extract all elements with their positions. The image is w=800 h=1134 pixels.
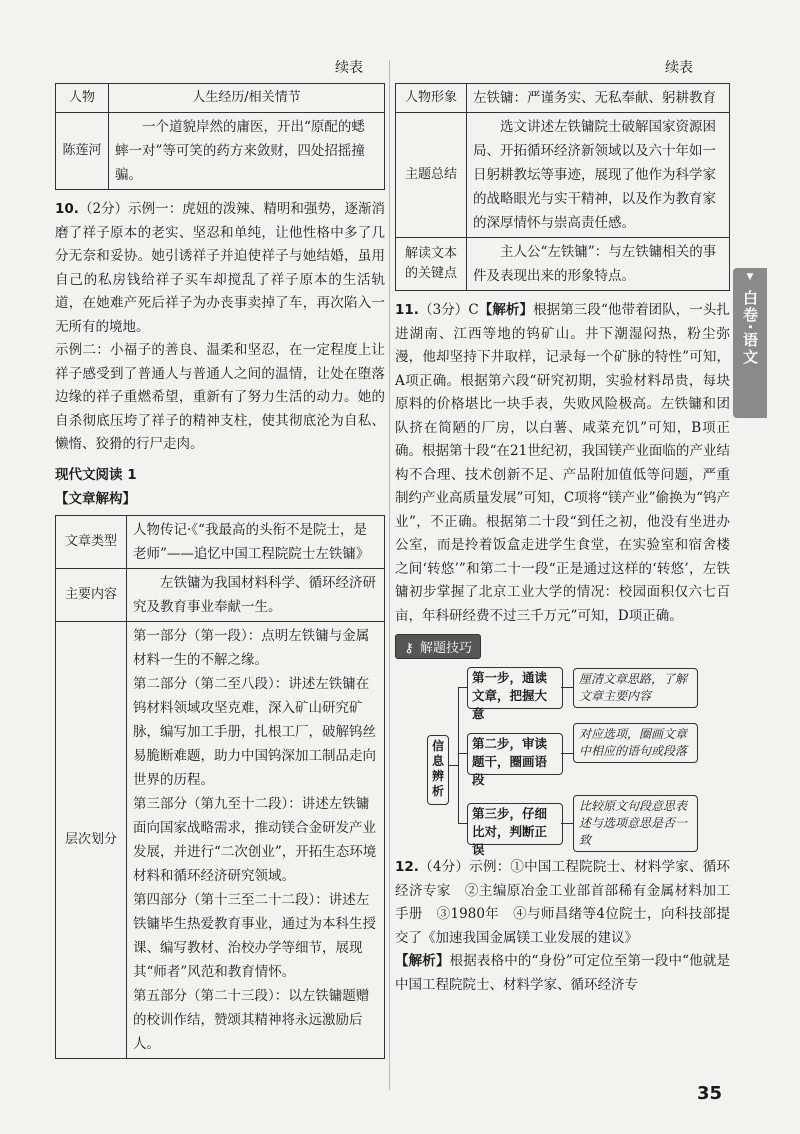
flow-connector	[458, 823, 467, 824]
structure-table	[55, 515, 385, 1059]
flow-connector	[458, 687, 467, 688]
method-flowchart	[395, 665, 730, 857]
right-column	[395, 83, 730, 997]
level-item: 第一部分（第一段）：点明左铁镛与金属材料一生的不解之缘。	[133, 627, 370, 668]
flow-result: 比较原文句段意思表述与选项意思是否一致	[573, 795, 698, 852]
level-item: 第三部分（第九至十二段）：讲述左铁镛面向国家战略需求，推动镁合金研发产业发展，并进行“二次创业”，开拓生态环境材料和循环经济研究领域。	[133, 795, 377, 884]
article-type-text: 人物传记·《“我最高的头衔不是院士，是老师”——追忆中国工程院院士左铁镛》	[127, 515, 385, 568]
page-number: 35	[697, 1083, 723, 1104]
flow-connector	[448, 765, 458, 766]
column-divider	[389, 60, 390, 1090]
flow-connector	[561, 823, 573, 824]
structure-title: 【文章解构】	[55, 490, 136, 507]
continued-label-right: 续表	[665, 60, 693, 76]
key-icon: ⚷	[404, 641, 414, 656]
left-column	[55, 83, 385, 1059]
label-main-content: 主要内容	[56, 568, 127, 621]
flow-step: 第二步，审读题干，圈画语段	[467, 733, 563, 775]
character-table	[55, 83, 385, 190]
levels-cell	[127, 621, 385, 1058]
flow-connector	[561, 687, 573, 688]
chevron-down-icon: ▼	[746, 272, 754, 282]
label-key-points: 解读文本的关键点	[396, 238, 467, 291]
theme-text: 选文讲述左铁镛院士破解国家资源困局、开拓循环经济新领域以及六十年如一日躬耕教坛等事迹，展现了他作为科学家的战略眼光与实干精神，以及作为教育家的深厚情怀与崇高责任感。	[467, 113, 730, 238]
answer-example-1: 示例一：虎妞的泼辣、精明和强势，逐渐消磨了祥子原本的老实、坚忍和单纯，让他性格中多了几分无奈和妥协。她引诱祥子并迫使祥子与她结婚，虽用自己的私房钱给祥子买车却搅乱了祥子原本的生活轨道，在她难产死后祥子为办丧事卖掉了车，再次陷入一无所有的境地。	[55, 201, 386, 335]
table-header-person: 人物	[56, 84, 109, 113]
flow-step: 第一步，通读文章，把握大意	[467, 667, 563, 709]
question-score: （2分）	[78, 201, 129, 217]
table-header-experience: 人生经历/相关情节	[109, 84, 385, 113]
table-cell-name: 陈莲河	[56, 113, 109, 190]
question-score: （4分）	[418, 859, 470, 875]
question-answer: 示例：①中国工程院院士、材料学家、循环经济专家 ②主编原冶金工业部首部稀有金属材料加工手册 ③1980年 ④与师昌绪等4位院士，向科技部提交了《加速我国金属镁工业发展的建议》	[395, 859, 731, 946]
analysis-paragraph	[395, 950, 730, 997]
level-item: 第四部分（第十三至二十二段）：讲述左铁镛毕生热爱教育事业，通过为本科生授课、编写教材、治校办学等细节，展现其“师者”风范和教育情怀。	[133, 891, 376, 980]
analysis-tag: 【解析】	[478, 302, 534, 318]
side-tab	[733, 268, 767, 418]
side-tab-text: 白卷·语文	[741, 290, 759, 366]
analysis-text: 根据表格中的“身份”可定位至第一段中“他就是中国工程院院士、材料学家、循环经济专	[395, 953, 730, 993]
flow-connector	[561, 753, 573, 754]
question-number: 11.	[395, 302, 419, 318]
tips-header	[395, 634, 481, 659]
flow-root: 信息辨析	[427, 735, 449, 805]
analysis-text: 根据第三段“他带着团队，一头扎进湖南、江西等地的钨矿山。井下潮湿闷热，粉尘弥漫，他却坚持下井取样，记录每一个矿脉的特性”可知，A项正确。根据第六段“研究初期，实验材料昂贵，每块原料的价格堪比一块手表，失败风险极高。左铁镛和团队挤在简陋的厂房，以白薯、咸菜充饥”可知，B项正确。根据第十段“在21世纪初，我国镁产业面临的产业结构不合理、技术创新不足、产品附加值低等问题，严重制约产业高质量发展”可知，C项将“镁产业”偷换为“钨产业”，不正确。根据第二十段“到任之初，他没有坐进办公室，而是拎着饭盒走进学生食堂，在实验室和宿舍楼之间‘转悠’”和第二十一段“正是通过这样的‘转悠’，左铁镛初步掌握了北京工业大学的情况：校园面积仅六七百亩，年科研经费不过三千万元”可知，D项正确。	[395, 302, 731, 624]
level-item: 第二部分（第二至八段）：讲述左铁镛在钨材料领域攻坚克难，深入矿山研究矿脉，编写加工手册，扎根工厂，破解钨丝易脆断难题，助力中国钨深加工制品走向世界的历程。	[133, 675, 376, 788]
analysis-tag: 【解析】	[395, 953, 450, 969]
flow-connector	[458, 753, 467, 754]
label-levels: 层次划分	[56, 621, 127, 1058]
main-content-text: 左铁镛为我国材料科学、循环经济研究及教育事业奉献一生。	[127, 568, 385, 621]
label-theme: 主题总结	[396, 113, 467, 238]
question-number: 10.	[55, 201, 79, 217]
answer-example-2: 示例二：小福子的善良、温柔和坚忍，在一定程度上让祥子感受到了普通人与普通人之间的温情，让处在堕落边缘的祥子重燃希望，重新有了努力生活的动力。她的自杀彻底压垮了祥子的精神支柱，使其彻底沦为自私、懒惰、狡猾的行尸走肉。	[55, 342, 385, 452]
label-character-image: 人物形象	[396, 84, 467, 113]
question-12	[395, 856, 730, 950]
question-11	[395, 299, 730, 628]
question-score: （3分）	[418, 302, 469, 318]
flow-result: 厘清文章思路，了解文章主要内容	[573, 668, 698, 708]
character-image-text: 左铁镛：严谨务实、无私奉献、躬耕教育	[467, 84, 730, 113]
level-item: 第五部分（第二十三段）：以左铁镛题赠的校训作结，赞颂其精神将永远激励后人。	[133, 987, 370, 1052]
section-title: 现代文阅读 1	[55, 466, 137, 483]
table-cell-text: 一个道貌岸然的庸医，开出“原配的蟋蟀一对”等可笑的药方来敛财，四处招摇撞骗。	[109, 113, 385, 190]
question-10	[55, 198, 385, 339]
question-number: 12.	[395, 859, 419, 875]
key-points-text: 主人公“左铁镛”：与左铁镛相关的事件及表现出来的形象特点。	[467, 238, 730, 291]
tips-title: 解题技巧	[420, 641, 473, 656]
question-answer: C	[468, 302, 479, 318]
flow-result: 对应选项，圈画文章中相应的语句或段落	[573, 723, 698, 763]
continued-label-left: 续表	[335, 60, 363, 76]
label-article-type: 文章类型	[56, 515, 127, 568]
flow-step: 第三步，仔细比对，判断正误	[467, 803, 563, 845]
analysis-table	[395, 83, 730, 291]
flow-connector	[458, 687, 459, 823]
